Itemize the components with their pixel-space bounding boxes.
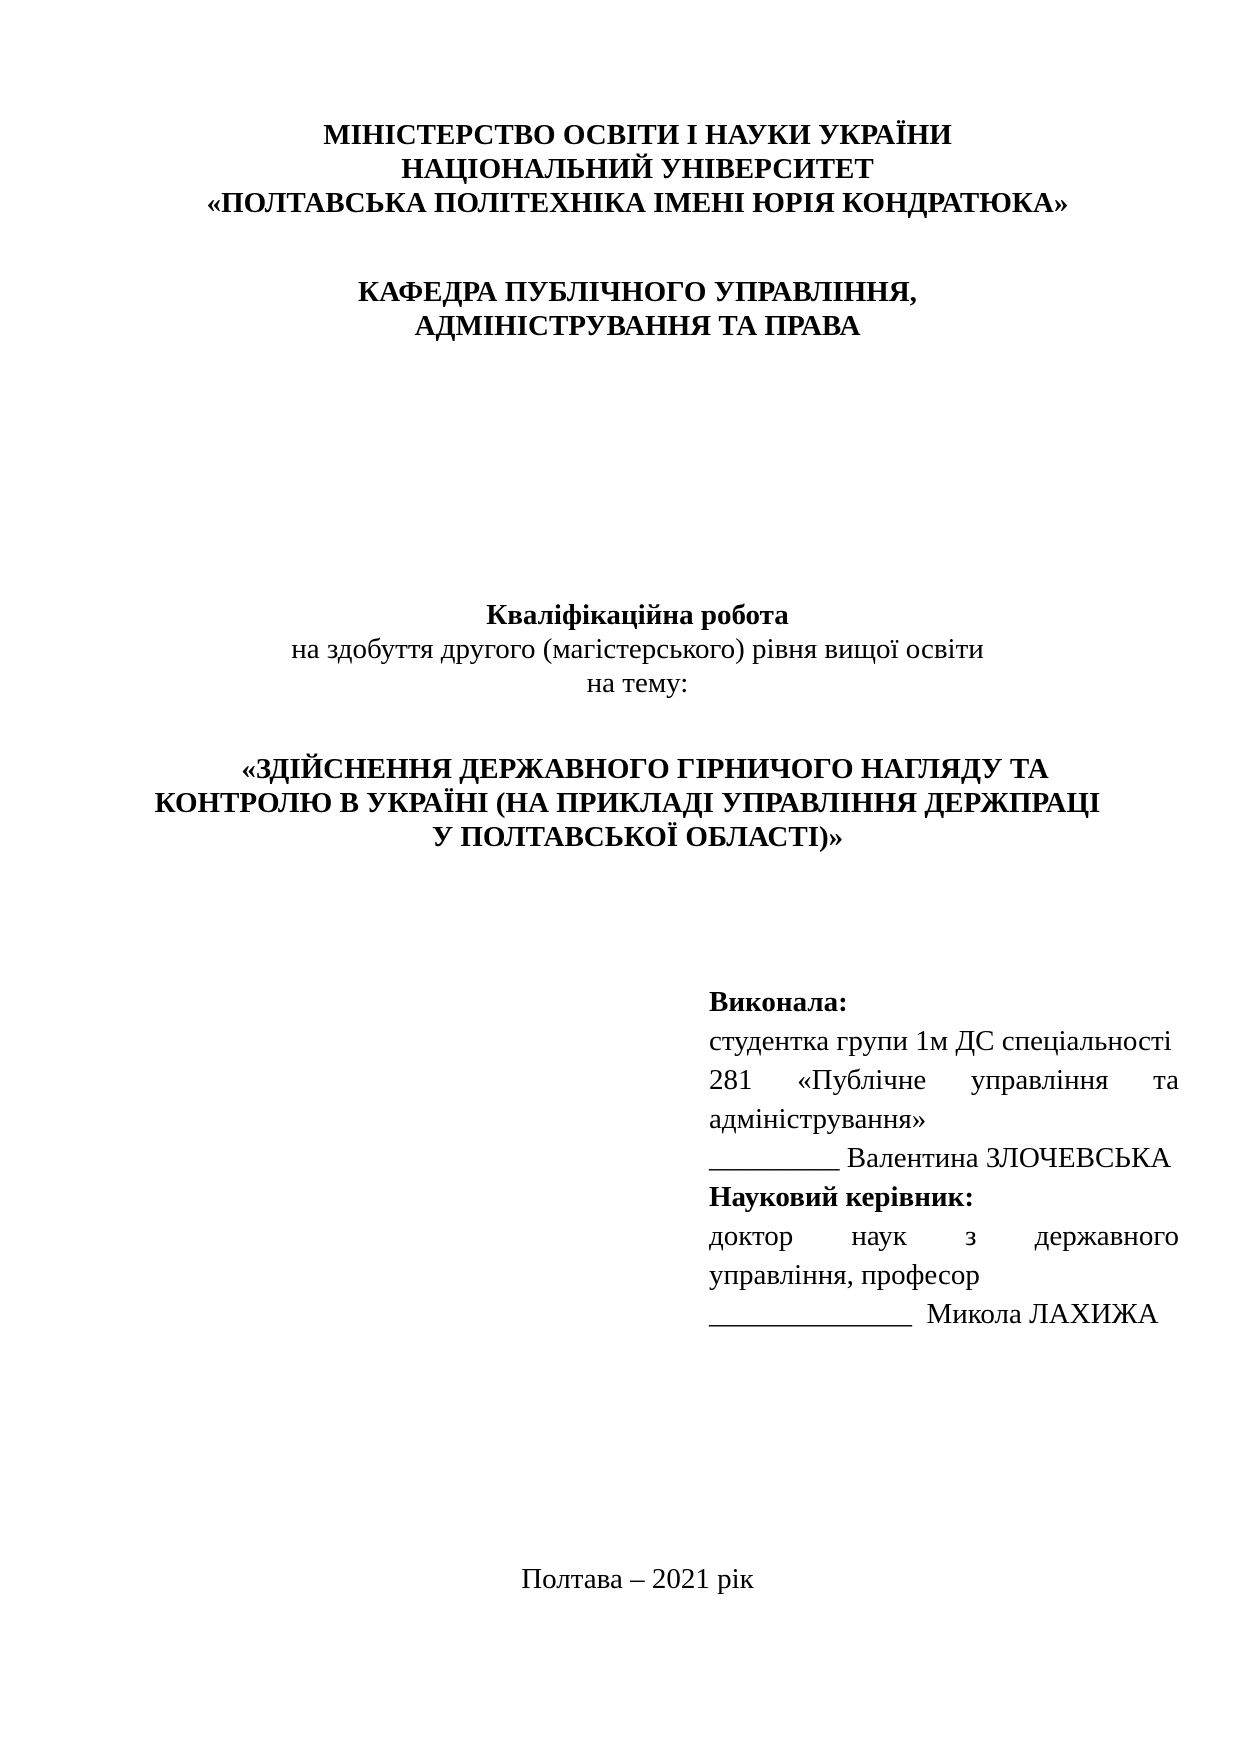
supervisor-title: управління, професор bbox=[709, 1259, 980, 1291]
university-name-line2: «ПОЛТАВСЬКА ПОЛІТЕХНІКА ІМЕНІ ЮРІЯ КОНДРАТЮКА» bbox=[206, 187, 1069, 219]
specialty-word: управління bbox=[970, 1064, 1109, 1096]
degree-word: з bbox=[965, 1220, 977, 1252]
work-description bbox=[0, 598, 1240, 700]
footer bbox=[0, 1562, 1240, 1596]
degree-word: наук bbox=[851, 1220, 907, 1252]
degree-word: державного bbox=[1034, 1220, 1179, 1252]
degree-text: на здобуття другого (магістерського) рівня вищої освіти bbox=[291, 633, 984, 665]
topic-label: на тему: bbox=[586, 667, 689, 699]
topic-line3: У ПОЛТАВСЬКОЇ ОБЛАСТІ)» bbox=[431, 821, 844, 853]
supervisor-degree bbox=[709, 1217, 1179, 1256]
supervisor-signature-line bbox=[709, 1295, 1179, 1334]
ministry-name: МІНІСТЕРСТВО ОСВІТИ І НАУКИ УКРАЇНИ bbox=[323, 119, 952, 151]
degree-word: доктор bbox=[709, 1220, 794, 1252]
supervisor-signature-blank: ______________ bbox=[709, 1298, 912, 1330]
supervisor-heading: Науковий керівник: bbox=[709, 1181, 975, 1213]
author-name: Валентина ЗЛОЧЕВСЬКА bbox=[846, 1142, 1172, 1174]
supervisor-name: Микола ЛАХИЖА bbox=[926, 1298, 1159, 1330]
specialty-word: та bbox=[1153, 1064, 1179, 1096]
author-heading: Виконала: bbox=[709, 986, 848, 1018]
department-name-line1: КАФЕДРА ПУБЛІЧНОГО УПРАВЛІННЯ, bbox=[358, 276, 917, 308]
author-group: студентка групи 1м ДС спеціальності bbox=[709, 1025, 1172, 1057]
author-specialty bbox=[709, 1061, 1179, 1100]
work-type: Кваліфікаційна робота bbox=[486, 599, 789, 631]
department-header bbox=[0, 275, 1240, 343]
credits-block bbox=[709, 983, 1179, 1334]
department-name-line2: АДМІНІСТРУВАННЯ ТА ПРАВА bbox=[414, 310, 861, 342]
thesis-topic bbox=[0, 752, 1240, 854]
topic-line2: КОНТРОЛЮ В УКРАЇНІ (НА ПРИКЛАДІ УПРАВЛІННЯ ДЕРЖПРАЦІ bbox=[154, 787, 1101, 819]
author-signature-line bbox=[709, 1139, 1179, 1178]
topic-line1: «ЗДІЙСНЕННЯ ДЕРЖАВНОГО ГІРНИЧОГО НАГЛЯДУ ТА bbox=[241, 753, 1049, 785]
place-year: Полтава – 2021 рік bbox=[521, 1563, 754, 1595]
author-signature-blank: _________ bbox=[709, 1142, 840, 1174]
university-name-line1: НАЦІОНАЛЬНИЙ УНІВЕРСИТЕТ bbox=[401, 153, 874, 185]
institution-header bbox=[0, 118, 1240, 220]
author-specialty-end: адміністрування» bbox=[709, 1103, 927, 1135]
specialty-word: «Публічне bbox=[797, 1064, 927, 1096]
specialty-word: 281 bbox=[709, 1064, 753, 1096]
